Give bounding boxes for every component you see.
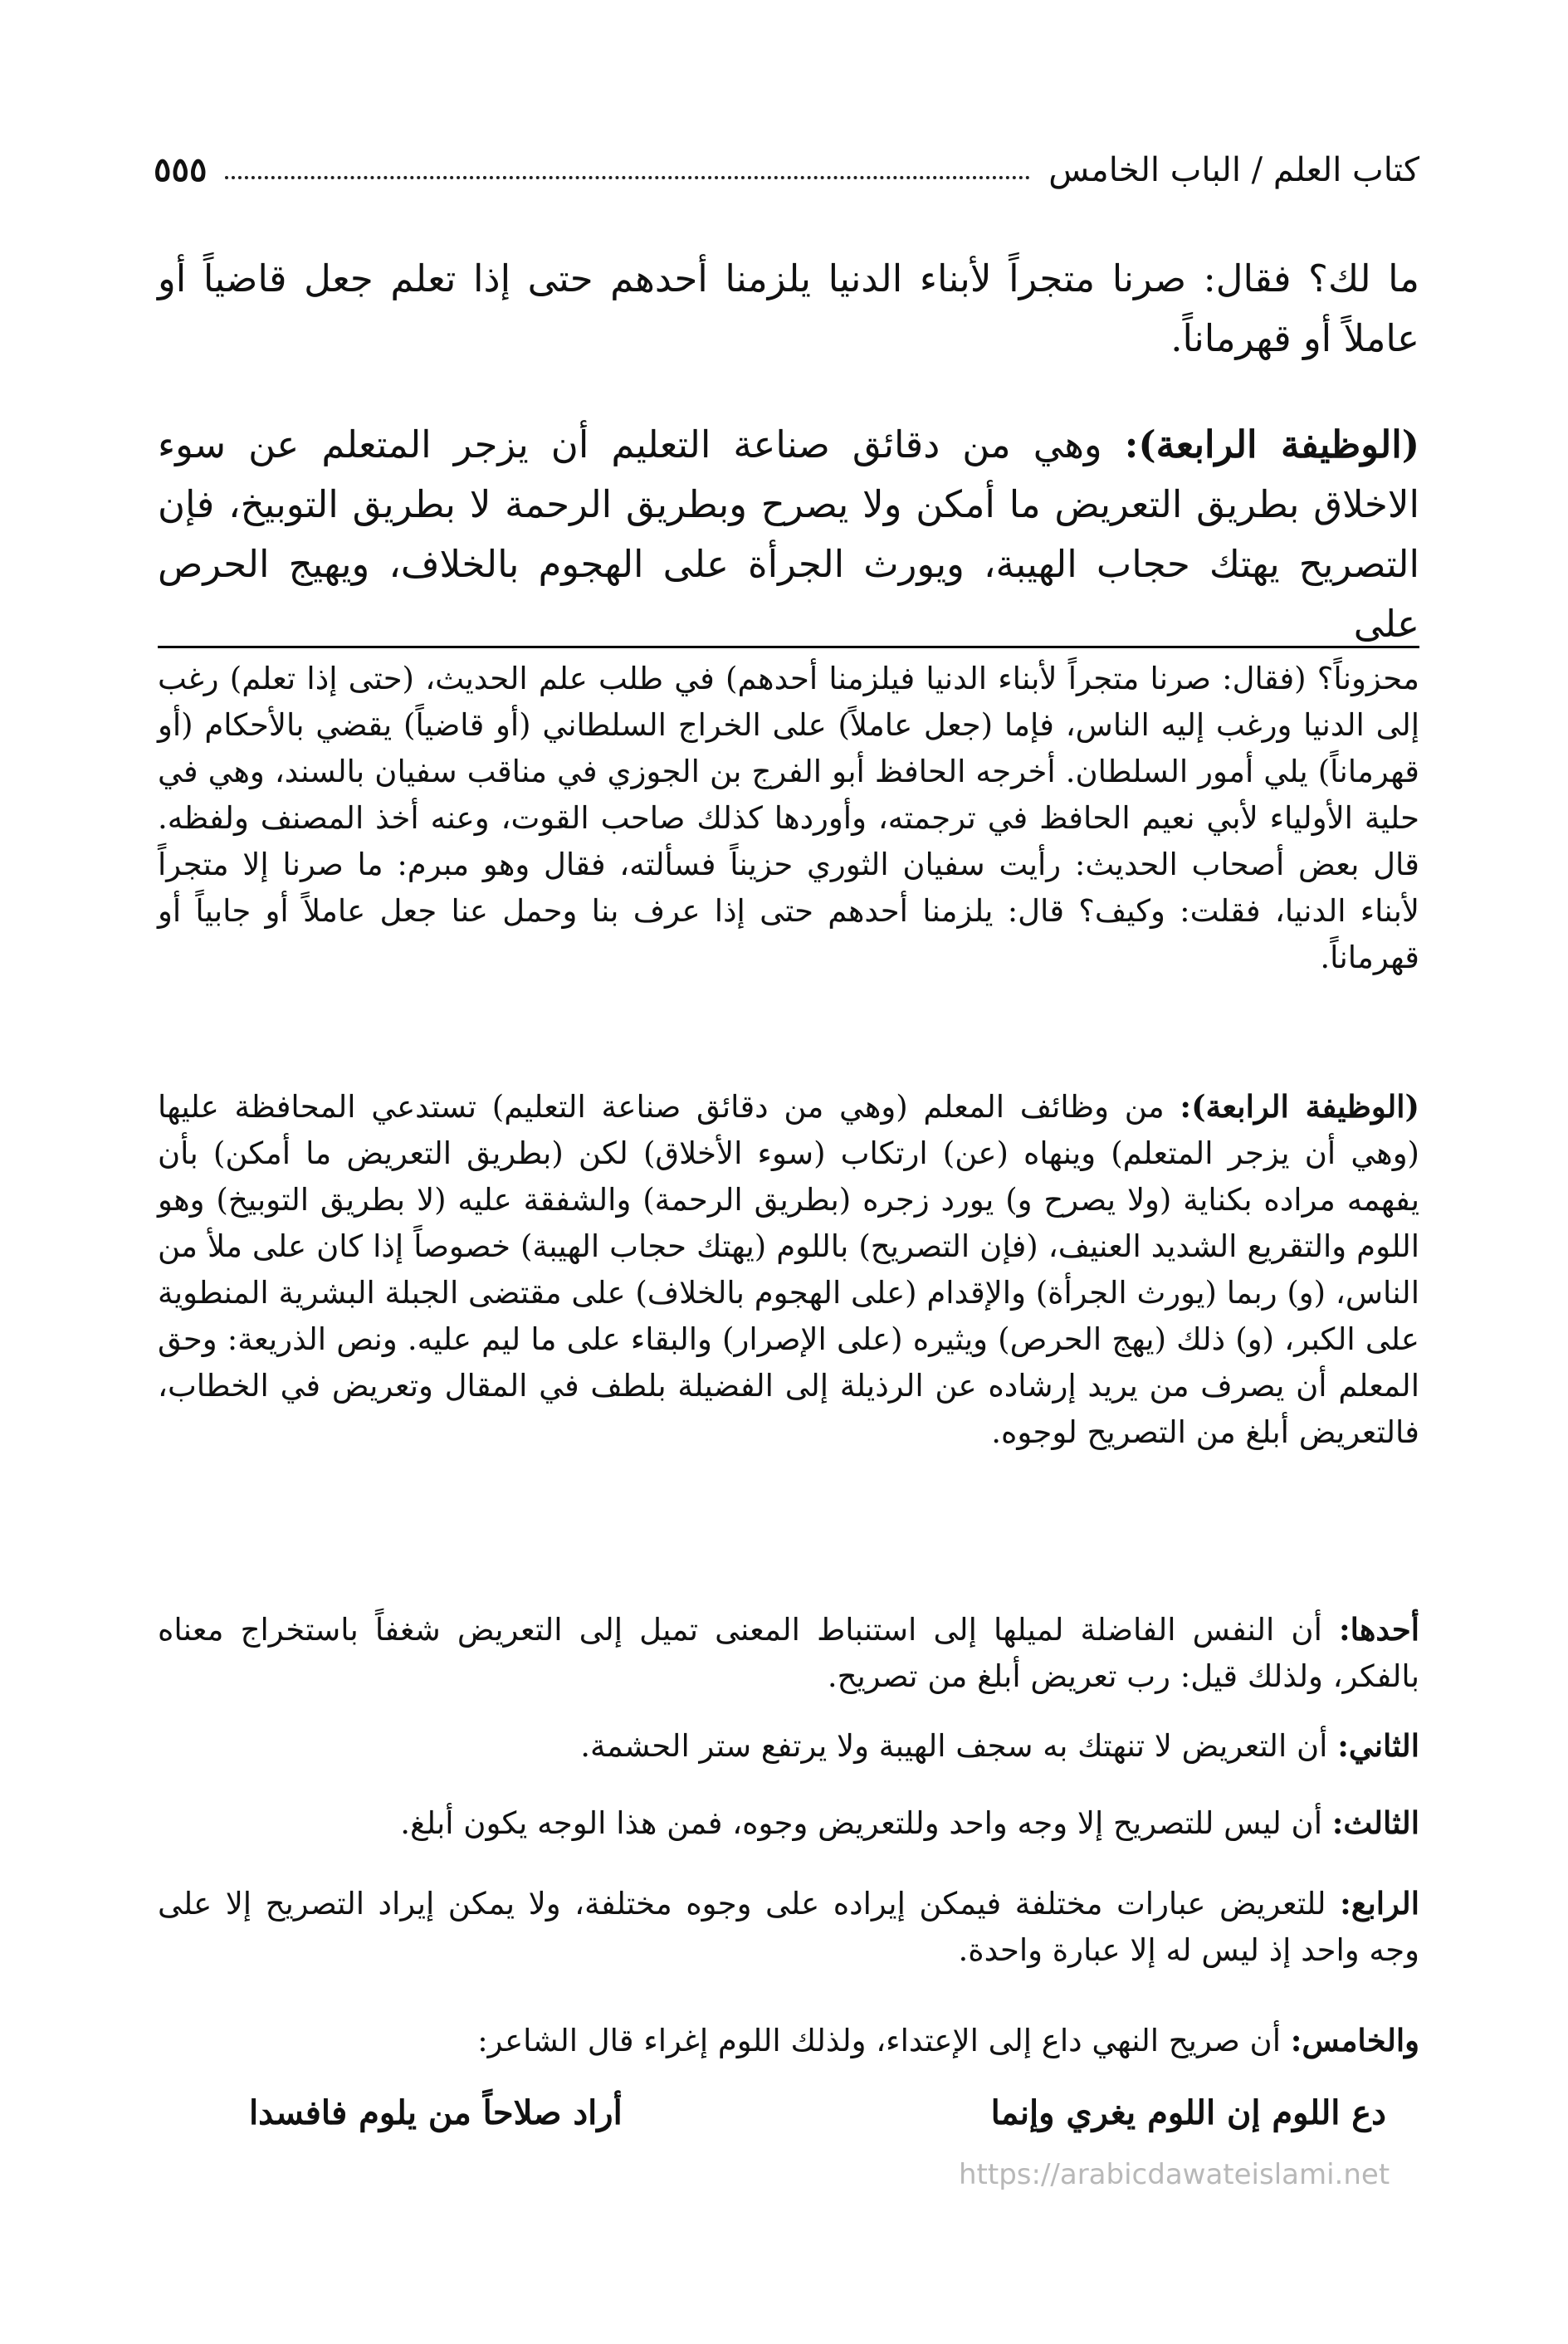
commentary-content: محزوناً؟ (فقال: صرنا متجراً لأبناء الدنيا فيلزمنا أحدهم) في طلب علم الحديث، (حتى إذا تعلم) رغب إلى الدنيا ورغب إليه الناس، فإما (جعل عاملاً) على الخراج السلطاني (أو قاضياً) يقضي بالأحكام (أو قهرماناً) يلي أمور السلطان. أخرجه الحافظ أبو الفرج بن الجوزي في مناقب سفيان بالسند، وهي في حلية الأولياء لأبي نعيم الحافظ في ترجمته، وأوردها كذلك صاحب القوت، وعنه أخذ المصنف ولفظه. قال بعض أصحاب الحديث: رأيت سفيان الثوري حزيناً فسألته، فقال وهو مبرم: ما صرنا إلا متجراً لأبناء الدنيا، فقلت: وكيف؟ قال: يلزمنا أحدهم حتى إذا عرف بنا وحمل عنا جعل عاملاً أو جابياً أو قهرماناً. bbox=[158, 661, 1419, 975]
watermark-url: https://arabicdawateislami.net bbox=[959, 2158, 1390, 2191]
main-text-content: ما لك؟ فقال: صرنا متجراً لأبناء الدنيا يلزمنا أحدهم حتى إذا تعلم جعل قاضياً أو عاملاً أو قهرماناً. bbox=[158, 256, 1419, 360]
reason-paragraph-3 bbox=[158, 1800, 1419, 1847]
reason-paragraph-4 bbox=[158, 1880, 1419, 1974]
reason-content: أن التعريض لا تنهتك به سجف الهيبة ولا يرتفع ستر الحشمة. bbox=[580, 1728, 1338, 1764]
reason-label: الرابع: bbox=[1340, 1885, 1419, 1922]
reason-paragraph-2 bbox=[158, 1722, 1419, 1770]
commentary-paragraph-2 bbox=[158, 1083, 1419, 1456]
main-text-paragraph-2 bbox=[158, 415, 1419, 654]
page-number: ٥٥٥ bbox=[154, 150, 208, 189]
reason-content: أن ليس للتصريح إلا وجه واحد وللتعريض وجوه، فمن هذا الوجه يكون أبلغ. bbox=[400, 1805, 1332, 1841]
main-text-paragraph-1 bbox=[158, 249, 1419, 369]
reason-content: أن النفس الفاضلة لميلها إلى استنباط المعنى تميل إلى التعريض شغفاً باستخراج معناه بالفكر، ولذلك قيل: رب تعريض أبلغ من تصريح. bbox=[158, 1612, 1419, 1694]
running-header bbox=[154, 131, 1419, 189]
header-leader-dots bbox=[225, 176, 1030, 179]
reason-content: للتعريض عبارات مختلفة فيمكن إيراده على وجوه مختلفة، ولا يمكن إيراد التصريح إلا على وجه واحد إذ ليس له إلا عبارة واحدة. bbox=[158, 1886, 1419, 1968]
reason-label: أحدها: bbox=[1338, 1611, 1419, 1648]
reason-label: الثالث: bbox=[1331, 1804, 1419, 1841]
commentary-heading-label: (الوظيفة الرابعة): bbox=[1180, 1088, 1420, 1125]
poem-verse bbox=[199, 2093, 1386, 2151]
reason-label: والخامس: bbox=[1290, 2022, 1419, 2058]
main-text-content: وهي من دقائق صناعة التعليم أن يزجر المتعلم عن سوء الاخلاق بطريق التعريض ما أمكن ولا يصرح وبطريق الرحمة لا بطريق التوبيخ، فإن التصريح يهتك حجاب الهيبة، ويورث الجرأة على الهجوم بالخلاف، ويهيج الحرص على bbox=[158, 422, 1419, 646]
reason-paragraph-5 bbox=[158, 2017, 1419, 2064]
reason-content: أن صريح النهي داع إلى الإعتداء، ولذلك اللوم إغراء قال الشاعر: bbox=[477, 2023, 1291, 2058]
section-heading-label: (الوظيفة الرابعة): bbox=[1124, 422, 1419, 466]
header-title: كتاب العلم / الباب الخامس bbox=[1048, 151, 1419, 189]
footnote-divider bbox=[158, 646, 1419, 648]
poem-first-hemistich: دع اللوم إن اللوم يغري وإنما bbox=[990, 2093, 1386, 2132]
poem-second-hemistich: أراد صلاحاً من يلوم فافسدا bbox=[249, 2093, 623, 2132]
reason-paragraph-1 bbox=[158, 1606, 1419, 1700]
commentary-content: من وظائف المعلم (وهي من دقائق صناعة التعليم) تستدعي المحافظة عليها (وهي أن يزجر المتعلم) وينهاه (عن) ارتكاب (سوء الأخلاق) لكن (بطريق التعريض ما أمكن) بأن يفهمه مراده بكناية (ولا يصرح و) يورد زجره (بطريق الرحمة) والشفقة عليه (لا بطريق التوبيخ) وهو اللوم والتقريع الشديد العنيف، (فإن التصريح) باللوم (يهتك حجاب الهيبة) خصوصاً إذا كان على ملأ من الناس، (و) ربما (يورث الجرأة) والإقدام (على الهجوم بالخلاف) على مقتضى الجبلة البشرية المنطوية على الكبر، (و) ذلك (يهج الحرص) ويثيره (على الإصرار) والبقاء على ما ليم عليه. ونص الذريعة: وحق المعلم أن يصرف من يريد إرشاده عن الرذيلة إلى الفضيلة بلطف في المقال وتعريض في الخطاب، فالتعريض أبلغ من التصريح لوجوه. bbox=[158, 1089, 1419, 1450]
reason-label: الثاني: bbox=[1337, 1727, 1419, 1764]
commentary-paragraph-1 bbox=[158, 656, 1419, 981]
